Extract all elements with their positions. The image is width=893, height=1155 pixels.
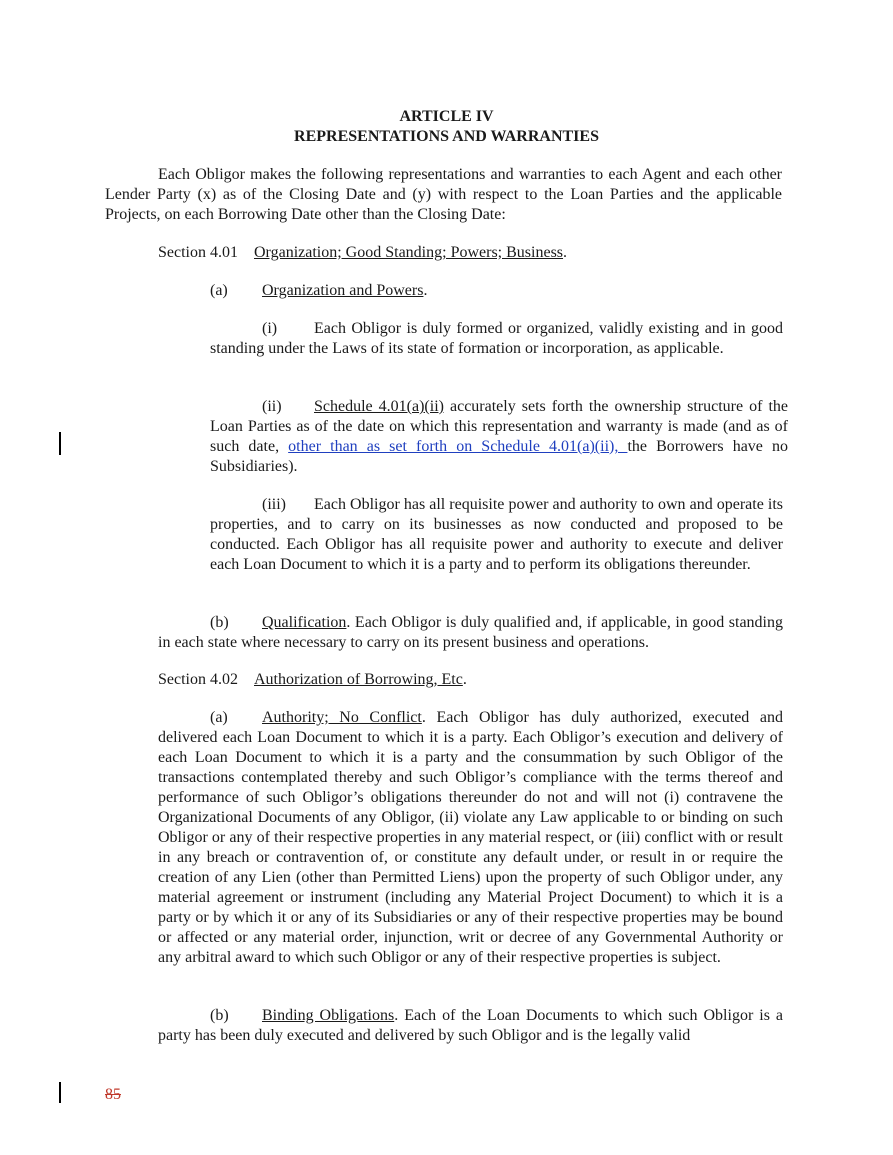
subsection-title: Organization and Powers xyxy=(262,282,424,299)
subsection-label: (b) xyxy=(210,1007,229,1024)
subsection-text: . Each of the Loan Documents to which such Obligor is a party has been duly executed and delivered by such Obligor and is the legally valid xyxy=(158,1007,783,1044)
subsection-b xyxy=(158,613,783,653)
subsection-title: Binding Obligations xyxy=(262,1007,395,1024)
clause-text: Each Obligor is duly formed or organized, validly existing and in good standing under the Laws of its state of formation or incorporation, as applicable. xyxy=(210,320,783,357)
subsection-label: (a) xyxy=(210,282,228,299)
subsection-text: . Each Obligor is duly qualified and, if applicable, in good standing in each state where necessary to carry on its present business and operations. xyxy=(158,614,783,651)
section-4-02-heading: Section 4.02 Authorization of Borrowing, Etc. xyxy=(158,671,467,688)
schedule-reference: Schedule 4.01(a)(ii) xyxy=(314,398,444,415)
clause-label: (iii) xyxy=(262,496,286,513)
subsection-4-02-b xyxy=(158,1006,783,1046)
clause-iii xyxy=(210,495,783,575)
clause-label: (i) xyxy=(262,320,278,337)
section-title: Organization; Good Standing; Powers; Business xyxy=(254,244,564,261)
subsection-a-heading: (a) Organization and Powers. xyxy=(210,282,428,299)
change-bar xyxy=(59,1082,61,1103)
subsection-title: Qualification xyxy=(262,614,347,631)
intro-paragraph: Each Obligor makes the following representations and warranties to each Agent and each other Lender Party (x) as of the Closing Date and (y) with respect to the Loan Parties and the applicable Projects, on each Borrowing Date other than the Closing Date: xyxy=(105,166,782,223)
article-title: REPRESENTATIONS AND WARRANTIES xyxy=(294,128,599,145)
section-number: Section 4.01 xyxy=(158,244,238,261)
subsection-label: (b) xyxy=(210,614,229,631)
clause-ii xyxy=(210,397,788,477)
subsection-title: Authority; No Conflict xyxy=(262,709,422,726)
subsection-text: . Each Obligor has duly authorized, executed and delivered each Loan Document to which it is a party. Each Obligor’s execution and delivery of each Loan Document to which it is a party and the consummation by such Obligor of the transactions contemplated thereby and such Obligor’s compliance with the terms thereof and performance of such Obligor’s obligations thereunder do not and will not (i) contravene the Organizational Documents of any Obligor, (ii) violate any Law applicable to or binding on such Obligor or any of their respective properties in any material respect, or (iii) conflict with or result in any breach or contravention of, or constitute any default under, or result in or require the creation of any Lien (other than Permitted Liens) upon the property of such Obligor under, any material agreement or instrument (including any Material Project Document) to which it is a party or by which it or any of its Subsidiaries or any of their respective properties may be bound or affected or any material order, injunction, writ or decree of any Governmental Authority or any arbitral award to which such Obligor or any of their respective properties is subject. xyxy=(158,709,783,966)
subsection-4-02-a xyxy=(158,708,783,968)
change-bar xyxy=(59,432,61,455)
clause-text-part-2: the Borrowers have no Subsidiaries). xyxy=(210,438,788,475)
section-title: Authorization of Borrowing, Etc xyxy=(254,671,463,688)
inserted-text: other than as set forth on Schedule 4.01(a)(ii), xyxy=(288,438,628,455)
section-4-01-heading: Section 4.01 Organization; Good Standing; Powers; Business. xyxy=(158,244,568,261)
clause-label: (ii) xyxy=(262,398,282,415)
article-number: ARTICLE IV xyxy=(399,108,494,125)
section-number: Section 4.02 xyxy=(158,671,238,688)
clause-text-part-1: accurately sets forth the ownership structure of the Loan Parties as of the date on which this representation and warranty is made (and as of such date, xyxy=(210,398,789,455)
clause-i xyxy=(210,319,783,359)
subsection-label: (a) xyxy=(210,709,228,726)
page-number: 85 xyxy=(105,1086,121,1103)
clause-text: Each Obligor has all requisite power and authority to own and operate its properties, and to carry on its businesses as now conducted and proposed to be conducted. Each Obligor has all requisite power and authority to execute and deliver each Loan Document to which it is a party and to perform its obligations thereunder. xyxy=(210,496,783,573)
